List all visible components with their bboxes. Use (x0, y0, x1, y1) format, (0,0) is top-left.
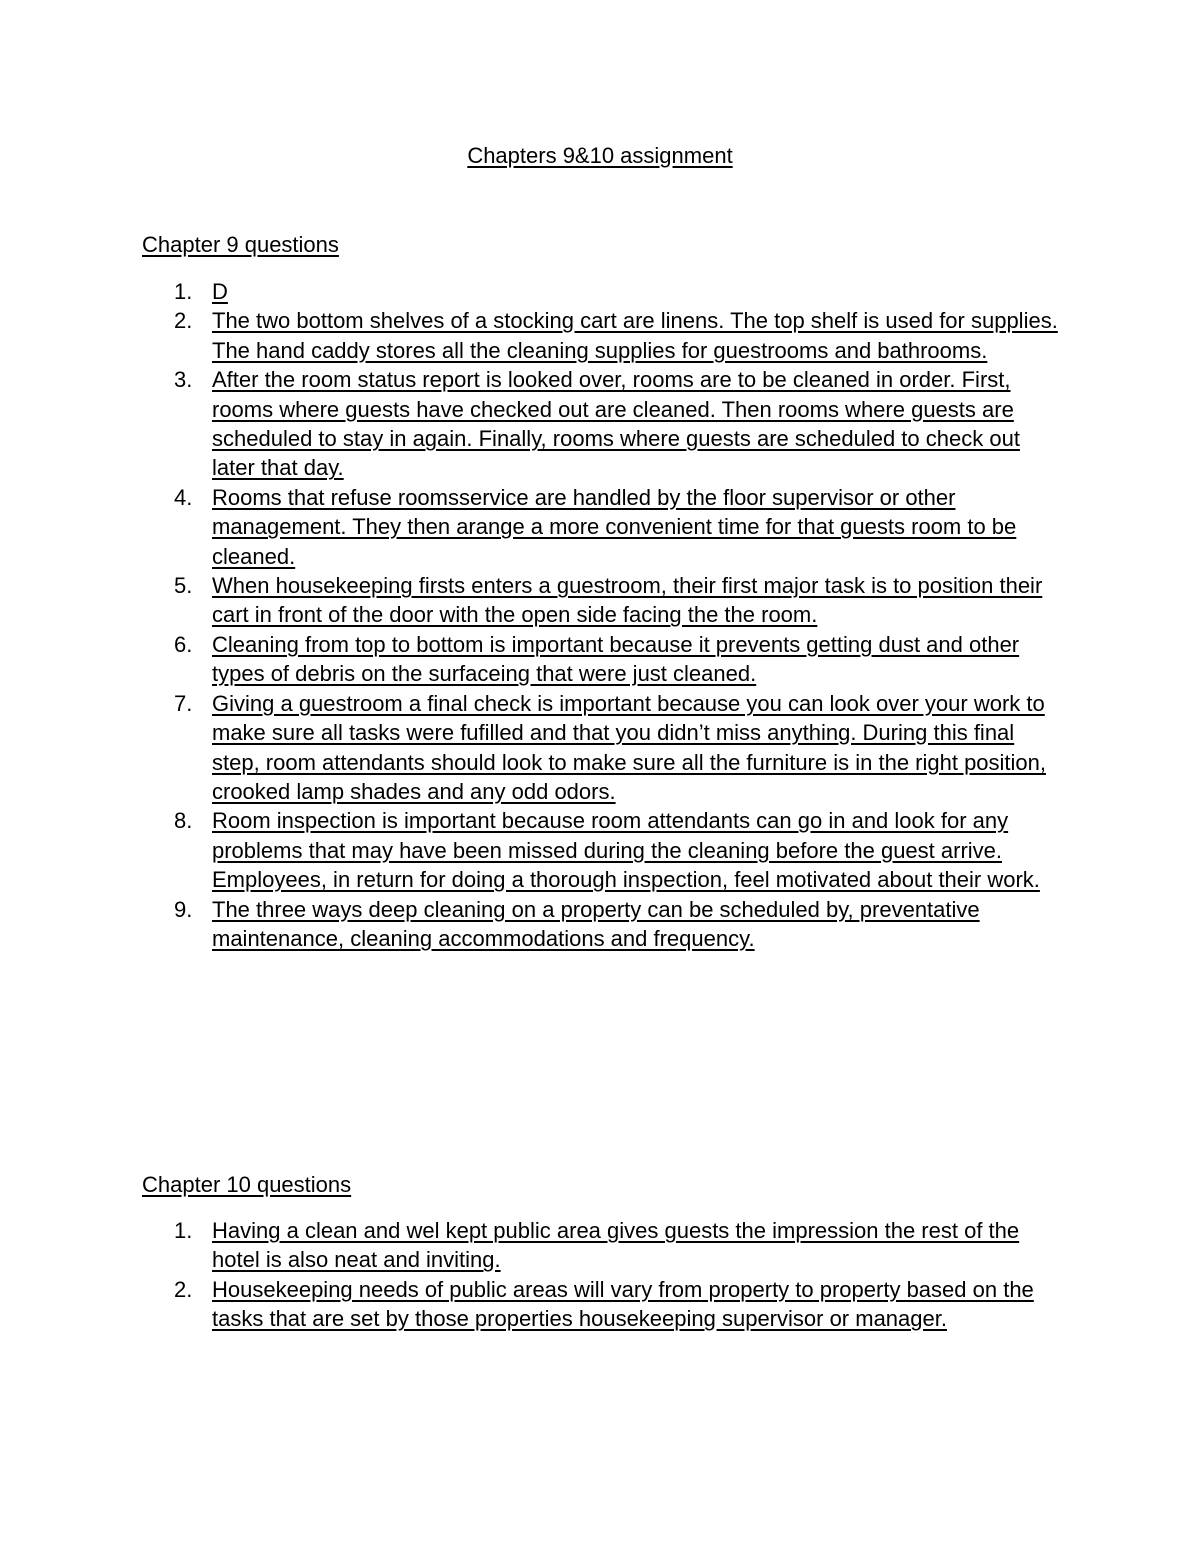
list-item-number: 7. (174, 690, 193, 716)
list-item-number: 2. (174, 1276, 193, 1302)
answer-text: Room inspection is important because room attendants can go in and look for any problems that may have been missed during the cleaning before the guest arrive. Employees, in return for doing a thorough inspection, feel motivated about their work. (212, 808, 1040, 893)
list-item-number: 4. (174, 484, 193, 510)
answer-text: D (212, 279, 228, 304)
list-item (174, 689, 1062, 807)
list-item-number: 9. (174, 896, 193, 922)
answer-text: After the room status report is looked over, rooms are to be cleaned in order. First, rooms where guests have checked out are cleaned. Then rooms where guests are scheduled to stay in again. Finally, rooms where guests are scheduled to check out later that day. (212, 367, 1020, 481)
list-item (174, 277, 1062, 306)
document-title: Chapters 9&10 assignment (467, 143, 733, 168)
list-item-number: 1. (174, 279, 193, 304)
list-item-number: 1. (174, 1218, 193, 1243)
list-item (174, 1275, 1062, 1334)
list-item-number: 8. (174, 808, 193, 834)
answer-text: Rooms that refuse roomsservice are handled by the floor supervisor or other management. They then arange a more convenient time for that guests room to be cleaned. (212, 484, 1017, 569)
list-item (174, 365, 1062, 483)
list-item (174, 1216, 1062, 1275)
list-item (174, 806, 1062, 894)
list-item (174, 483, 1062, 571)
answer-text: When housekeeping firsts enters a guestroom, their first major task is to position their cart in front of the door with the open side facing the the room. (212, 573, 1043, 628)
answer-text: The two bottom shelves of a stocking cart are linens. The top shelf is used for supplies. The hand caddy stores all the cleaning supplies for guestrooms and bathrooms. (212, 308, 1058, 363)
chapter-9-answer-list (174, 277, 1062, 953)
answer-text: Cleaning from top to bottom is important because it prevents getting dust and other types of debris on the surfaceing that were just cleaned. (212, 631, 1020, 687)
list-item (174, 571, 1062, 630)
chapter-10-answer-list (174, 1216, 1062, 1334)
answer-text: Giving a guestroom a final check is important because you can look over your work to make sure all tasks were fufilled and that you didn’t miss anything. During this final step, room attendants should look to make sure all the furniture is in the right position, crooked lamp shades and any odd odors. (212, 690, 1047, 804)
answer-text: Having a clean and wel kept public area gives guests the impression the rest of the hotel is also neat and inviting. (212, 1218, 1020, 1273)
list-item-number: 5. (174, 573, 193, 599)
answer-text: The three ways deep cleaning on a property can be scheduled by, preventative maintenance, cleaning accommodations and frequency. (212, 896, 980, 951)
list-item-number: 2. (174, 308, 193, 334)
answer-text: Housekeeping needs of public areas will vary from property to property based on the tasks that are set by those properties housekeeping supervisor or manager. (212, 1276, 1034, 1332)
list-item (174, 895, 1062, 954)
list-item-number: 6. (174, 631, 193, 657)
list-item (174, 306, 1062, 365)
list-item (174, 630, 1062, 689)
list-item-number: 3. (174, 367, 193, 393)
chapter-9-heading: Chapter 9 questions (142, 232, 339, 257)
chapter-10-heading: Chapter 10 questions (142, 1172, 352, 1197)
